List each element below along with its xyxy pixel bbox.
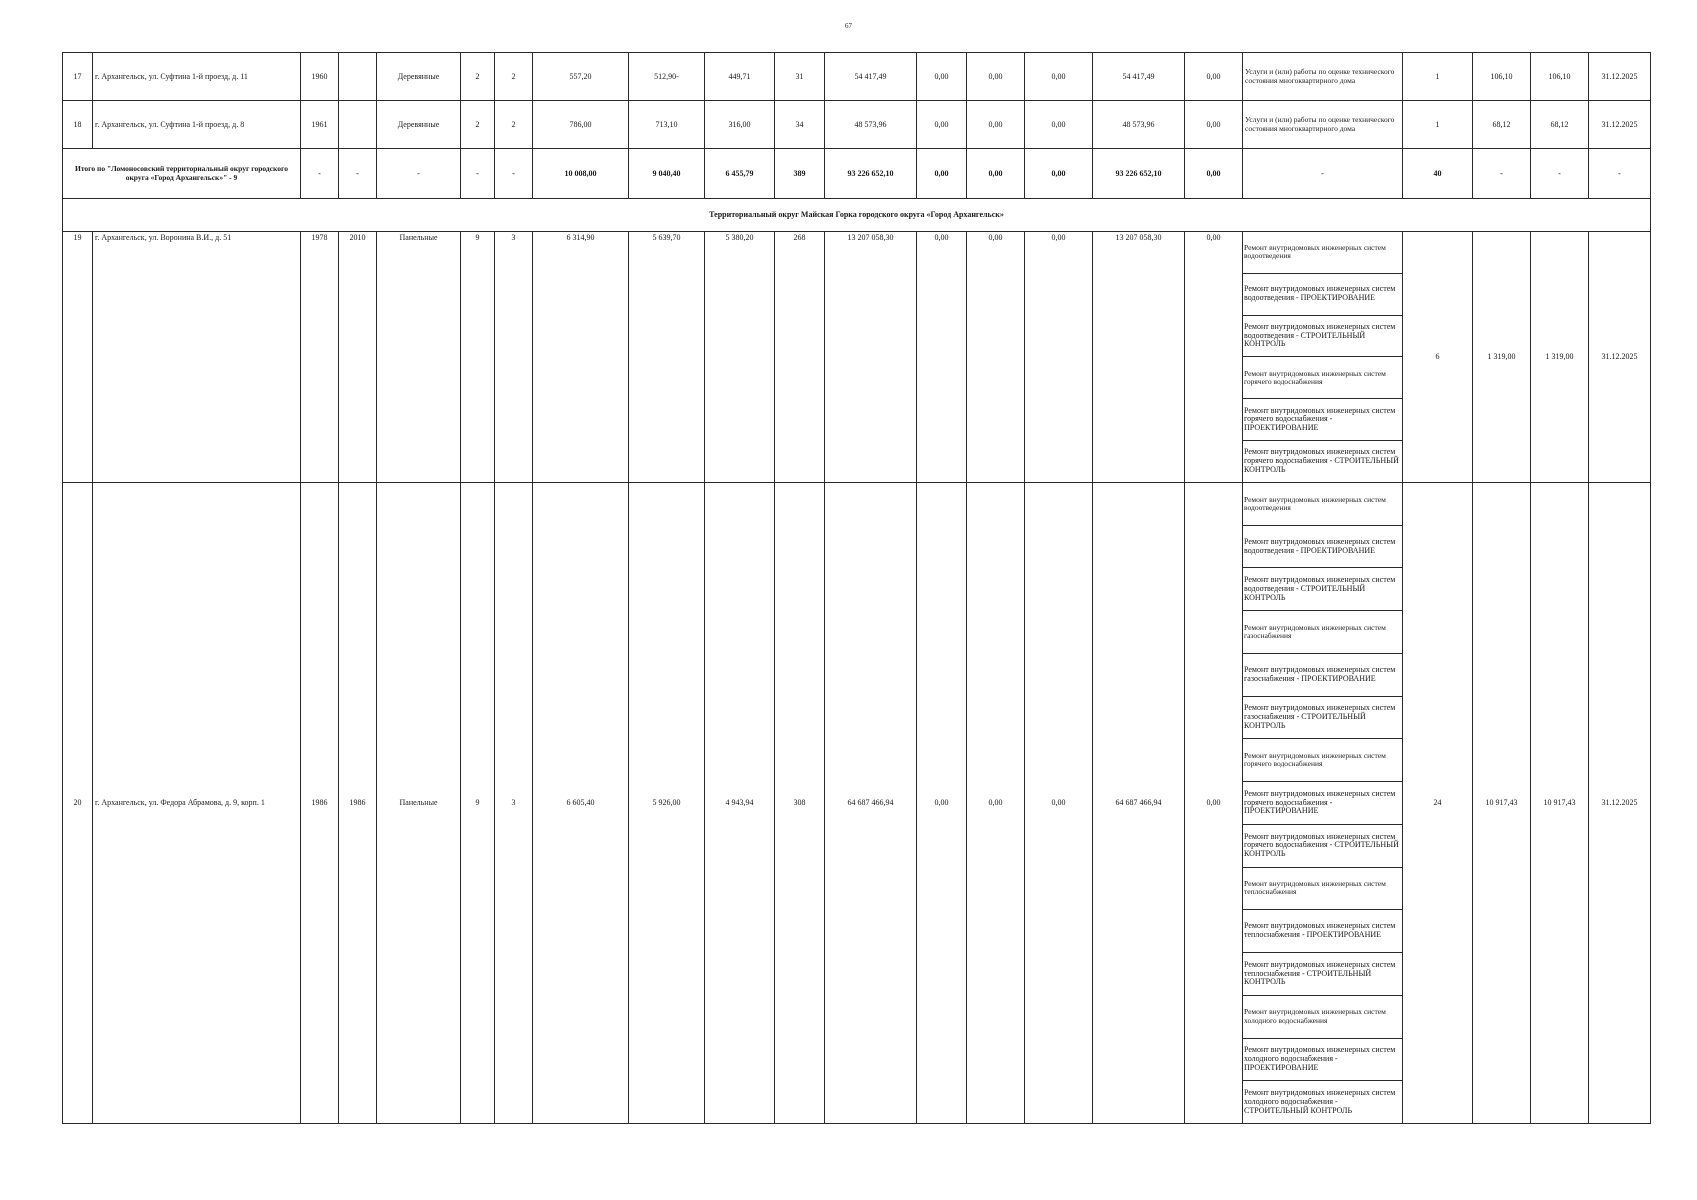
residents: 31 — [775, 53, 825, 101]
fund-owners: 48 573,96 — [1093, 101, 1185, 149]
fund-regional: 0,00 — [967, 483, 1025, 1124]
work-item: Ремонт внутридомовых инженерных систем водоотведения - ПРОЕКТИРОВАНИЕ — [1243, 526, 1402, 569]
total-label: Итого по "Ломоносовский территориальный округ городского округа «Город Архангельск»" - 9 — [63, 149, 301, 199]
floors: 2 — [461, 101, 495, 149]
residents: 34 — [775, 101, 825, 149]
work-list-cell — [1243, 232, 1403, 483]
work-item: Ремонт внутридомовых инженерных систем водоотведения - СТРОИТЕЛЬНЫЙ КОНТРОЛЬ — [1243, 568, 1402, 611]
area-residents: 5 380,20 — [705, 232, 775, 483]
year-built: 1960 — [301, 53, 339, 101]
unit-cost: 10 917,43 — [1473, 483, 1531, 1124]
cost-total: 54 417,49 — [825, 53, 917, 101]
fund-federal: 0,00 — [917, 483, 967, 1124]
deadline: 31.12.2025 — [1589, 101, 1651, 149]
address: г. Архангельск, ул. Воронина В.И., д. 51 — [93, 232, 301, 483]
work-description: Услуги и (или) работы по оценке технического состояния многоквартирного дома — [1243, 53, 1403, 101]
cost-total: 13 207 058,30 — [825, 232, 917, 483]
work-item: Ремонт внутридомовых инженерных систем горячего водоснабжения - ПРОЕКТИРОВАНИЕ — [1243, 399, 1402, 441]
fund-federal: 0,00 — [917, 101, 967, 149]
work-list — [1243, 232, 1402, 482]
work-item: Ремонт внутридомовых инженерных систем горячего водоснабжения — [1243, 357, 1402, 399]
row-number: 17 — [63, 53, 93, 101]
work-item: Ремонт внутридомовых инженерных систем горячего водоснабжения - СТРОИТЕЛЬНЫЙ КОНТРОЛЬ — [1244, 447, 1399, 474]
table-row — [63, 53, 1651, 101]
total-area-residents: 6 455,79 — [705, 149, 775, 199]
cost-total: 48 573,96 — [825, 101, 917, 149]
work-count: 24 — [1403, 483, 1473, 1124]
max-unit-cost: 1 319,00 — [1531, 232, 1589, 483]
total-fund-other: 0,00 — [1185, 149, 1243, 199]
district-heading: Территориальный округ Майская Горка городского округа «Город Архангельск» — [63, 199, 1651, 232]
work-count: 1 — [1403, 53, 1473, 101]
total-dash: - — [1473, 149, 1531, 199]
work-list — [1243, 483, 1402, 1123]
fund-local: 0,00 — [1025, 101, 1093, 149]
deadline: 31.12.2025 — [1589, 53, 1651, 101]
max-unit-cost: 106,10 — [1531, 53, 1589, 101]
fund-federal: 0,00 — [917, 53, 967, 101]
work-item: Ремонт внутридомовых инженерных систем теплоснабжения - ПРОЕКТИРОВАНИЕ — [1243, 910, 1402, 953]
work-item: Ремонт внутридомовых инженерных систем теплоснабжения — [1243, 868, 1402, 911]
total-cost: 93 226 652,10 — [825, 149, 917, 199]
fund-regional: 0,00 — [967, 232, 1025, 483]
total-work: - — [1243, 149, 1403, 199]
area-living: 512,90- — [629, 53, 705, 101]
work-item: Ремонт внутридомовых инженерных систем холодного водоснабжения - ПРОЕКТИРОВАНИЕ — [1243, 1039, 1402, 1082]
max-unit-cost: 68,12 — [1531, 101, 1589, 149]
entrances: 2 — [495, 101, 533, 149]
work-item: Ремонт внутридомовых инженерных систем газоснабжения - СТРОИТЕЛЬНЫЙ КОНТРОЛЬ — [1243, 697, 1402, 740]
work-item: Ремонт внутридомовых инженерных систем теплоснабжения - СТРОИТЕЛЬНЫЙ КОНТРОЛЬ — [1243, 953, 1402, 996]
fund-federal: 0,00 — [917, 232, 967, 483]
area-residents: 449,71 — [705, 53, 775, 101]
total-row — [63, 149, 1651, 199]
page-number: 67 — [845, 22, 852, 30]
total-dash: - — [1531, 149, 1589, 199]
total-fund-owners: 93 226 652,10 — [1093, 149, 1185, 199]
address: г. Архангельск, ул. Федора Абрамова, д. 9, корп. 1 — [93, 483, 301, 1124]
area-total: 6 314,90 — [533, 232, 629, 483]
residents: 268 — [775, 232, 825, 483]
work-item: Ремонт внутридомовых инженерных систем горячего водоснабжения - ПРОЕКТИРОВАНИЕ — [1243, 782, 1402, 825]
work-count: 1 — [1403, 101, 1473, 149]
year-built: 1961 — [301, 101, 339, 149]
max-unit-cost: 10 917,43 — [1531, 483, 1589, 1124]
year-built: 1978 — [301, 232, 339, 483]
row-number: 20 — [63, 483, 93, 1124]
deadline: 31.12.2025 — [1589, 483, 1651, 1124]
area-total: 557,20 — [533, 53, 629, 101]
total-dash: - — [339, 149, 377, 199]
cost-total: 64 687 466,94 — [825, 483, 917, 1124]
table-row — [63, 483, 1651, 1124]
work-item: Ремонт внутридомовых инженерных систем газоснабжения — [1243, 611, 1402, 654]
fund-owners: 13 207 058,30 — [1093, 232, 1185, 483]
work-item: Ремонт внутридомовых инженерных систем газоснабжения - ПРОЕКТИРОВАНИЕ — [1243, 654, 1402, 697]
work-item: Ремонт внутридомовых инженерных систем водоотведения — [1243, 232, 1402, 274]
unit-cost: 1 319,00 — [1473, 232, 1531, 483]
fund-regional: 0,00 — [967, 53, 1025, 101]
work-list-cell — [1243, 483, 1403, 1124]
wall-material: Деревянные — [377, 53, 461, 101]
table-row — [63, 232, 1651, 483]
unit-cost: 68,12 — [1473, 101, 1531, 149]
year-overhaul — [339, 53, 377, 101]
work-description: Услуги и (или) работы по оценке технического состояния многоквартирного дома — [1243, 101, 1403, 149]
floors: 2 — [461, 53, 495, 101]
year-overhaul: 1986 — [339, 483, 377, 1124]
fund-regional: 0,00 — [967, 101, 1025, 149]
total-dash: - — [495, 149, 533, 199]
work-count: 6 — [1403, 232, 1473, 483]
year-built: 1986 — [301, 483, 339, 1124]
entrances: 3 — [495, 483, 533, 1124]
wall-material: Панельные — [377, 232, 461, 483]
residents: 308 — [775, 483, 825, 1124]
area-residents: 316,00 — [705, 101, 775, 149]
area-total: 786,00 — [533, 101, 629, 149]
work-item: Ремонт внутридомовых инженерных систем водоотведения - СТРОИТЕЛЬНЫЙ КОНТРОЛЬ — [1243, 316, 1402, 358]
fund-owners: 54 417,49 — [1093, 53, 1185, 101]
area-residents: 4 943,94 — [705, 483, 775, 1124]
area-living: 5 639,70 — [629, 232, 705, 483]
fund-owners: 64 687 466,94 — [1093, 483, 1185, 1124]
total-dash: - — [377, 149, 461, 199]
year-overhaul: 2010 — [339, 232, 377, 483]
work-item: Ремонт внутридомовых инженерных систем горячего водоснабжения — [1243, 739, 1402, 782]
fund-other: 0,00 — [1185, 232, 1243, 483]
entrances: 2 — [495, 53, 533, 101]
total-dash: - — [301, 149, 339, 199]
deadline: 31.12.2025 — [1589, 232, 1651, 483]
fund-other: 0,00 — [1185, 483, 1243, 1124]
table-row — [63, 101, 1651, 149]
work-item: Ремонт внутридомовых инженерных систем водоотведения — [1243, 483, 1402, 526]
work-item: Ремонт внутридомовых инженерных систем холодного водоснабжения - СТРОИТЕЛЬНЫЙ КОНТРОЛЬ — [1244, 1087, 1396, 1115]
total-area-living: 9 040,40 — [629, 149, 705, 199]
fund-other: 0,00 — [1185, 101, 1243, 149]
total-dash: - — [1589, 149, 1651, 199]
area-living: 5 926,00 — [629, 483, 705, 1124]
total-fund-regional: 0,00 — [967, 149, 1025, 199]
floors: 9 — [461, 232, 495, 483]
area-total: 6 605,40 — [533, 483, 629, 1124]
work-item: Ремонт внутридомовых инженерных систем горячего водоснабжения - СТРОИТЕЛЬНЫЙ КОНТРОЛЬ — [1243, 825, 1402, 868]
floors: 9 — [461, 483, 495, 1124]
total-residents: 389 — [775, 149, 825, 199]
address: г. Архангельск, ул. Суфтина 1-й проезд, д. 11 — [93, 53, 301, 101]
total-dash: - — [461, 149, 495, 199]
fund-local: 0,00 — [1025, 53, 1093, 101]
work-item: Ремонт внутридомовых инженерных систем водоотведения - ПРОЕКТИРОВАНИЕ — [1243, 274, 1402, 316]
row-number: 18 — [63, 101, 93, 149]
total-fund-local: 0,00 — [1025, 149, 1093, 199]
fund-other: 0,00 — [1185, 53, 1243, 101]
entrances: 3 — [495, 232, 533, 483]
total-area-total: 10 008,00 — [533, 149, 629, 199]
wall-material: Деревянные — [377, 101, 461, 149]
year-overhaul — [339, 101, 377, 149]
fund-local: 0,00 — [1025, 483, 1093, 1124]
overhaul-register-table — [62, 52, 1651, 1124]
total-work-count: 40 — [1403, 149, 1473, 199]
row-number: 19 — [63, 232, 93, 483]
wall-material: Панельные — [377, 483, 461, 1124]
total-fund-federal: 0,00 — [917, 149, 967, 199]
work-item: Ремонт внутридомовых инженерных систем холодного водоснабжения — [1243, 996, 1402, 1039]
fund-local: 0,00 — [1025, 232, 1093, 483]
address: г. Архангельск, ул. Суфтина 1-й проезд, д. 8 — [93, 101, 301, 149]
area-living: 713,10 — [629, 101, 705, 149]
district-heading-row — [63, 199, 1651, 232]
unit-cost: 106,10 — [1473, 53, 1531, 101]
